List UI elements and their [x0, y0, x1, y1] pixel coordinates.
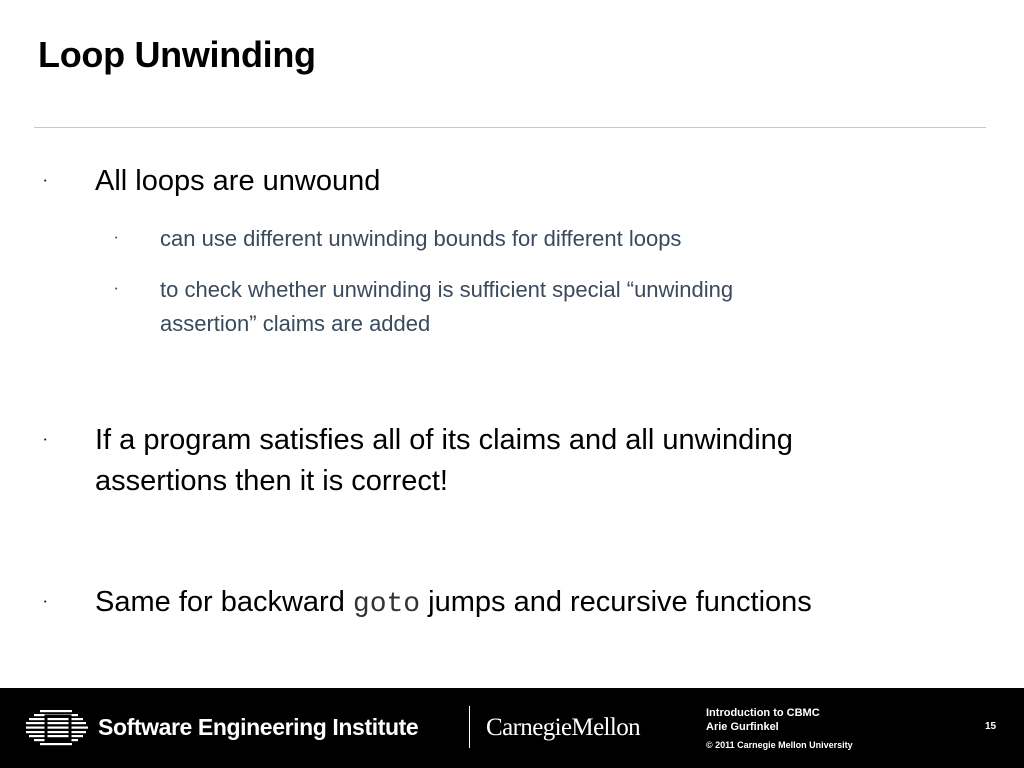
- course-title: Introduction to CBMC: [706, 707, 820, 719]
- page-number: 15: [985, 721, 997, 732]
- bullet-2-text-line2: assertions then it is correct!: [95, 465, 448, 497]
- subbullet-icon: •: [115, 235, 118, 242]
- bullet-3-text: [95, 582, 812, 625]
- institute-name: Software Engineering Institute: [98, 714, 419, 740]
- footer-bar: [0, 688, 1024, 768]
- bullet-icon: •: [44, 437, 47, 444]
- subbullet-2-text-line2: assertion” claims are added: [160, 311, 431, 336]
- subbullet-1-text: can use different unwinding bounds for different loops: [160, 226, 682, 251]
- sei-logo-icon: [26, 710, 88, 746]
- bullet-icon: •: [44, 599, 47, 606]
- code-goto: goto: [352, 589, 421, 620]
- bullet-3-text-after: jumps and recursive functions: [420, 586, 812, 618]
- bullet-3-text-before: Same for backward: [95, 586, 353, 618]
- university-wordmark: CarnegieMellon: [486, 714, 641, 741]
- bullet-icon: •: [44, 178, 47, 185]
- bullet-2-text-line1: If a program satisfies all of its claims and all unwinding: [95, 424, 793, 456]
- slide-title: Loop Unwinding: [38, 34, 316, 75]
- bullet-1-text: All loops are unwound: [95, 165, 381, 197]
- subbullet-2-text-line1: to check whether unwinding is sufficient special “unwinding: [160, 277, 734, 302]
- copyright: © 2011 Carnegie Mellon University: [706, 740, 853, 750]
- subbullet-icon: •: [115, 286, 118, 293]
- footer-divider: [469, 706, 470, 748]
- title-divider: [34, 127, 986, 128]
- author-name: Arie Gurfinkel: [706, 721, 779, 733]
